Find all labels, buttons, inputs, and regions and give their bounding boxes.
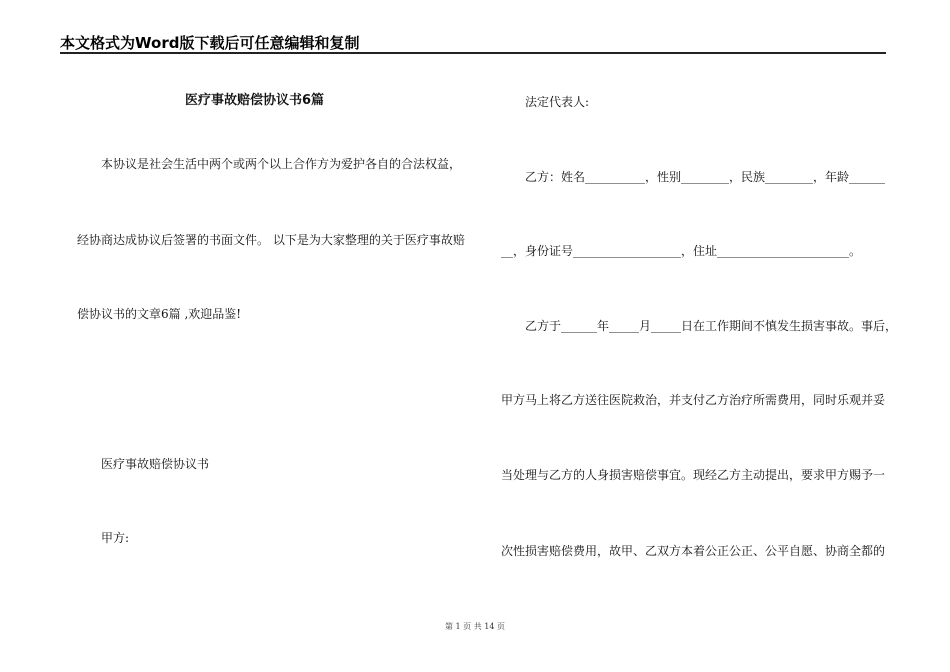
header-rule [60,52,886,54]
party-b-info-line-1: 乙方：姓名__________，性别________，民族________，年龄______ [525,170,886,184]
left-paragraph-line-2: 经协商达成协议后签署的书面文件。 以下是为大家整理的关于医疗事故赔 [77,233,465,247]
right-paragraph-line-1: 乙方于______年_____月_____日在工作期间不慎发生损害事故。事后， [525,319,898,333]
document-banner: 本文格式为Word版下载后可任意编辑和复制 [60,34,360,52]
right-paragraph-line-4: 次性损害赔偿费用，故甲、乙双方本着公正公正、公平自愿、协商全都的 [501,544,886,558]
left-paragraph-line-1: 本协议是社会生活中两个或两个以上合作方为爱护各自的合法权益， [101,157,462,171]
right-paragraph-line-2: 甲方马上将乙方送往医院救治，并支付乙方治疗所需费用，同时乐观并妥 [501,393,886,407]
party-a-label: 甲方: [101,531,130,545]
left-paragraph-line-3: 偿协议书的文章6篇 ,欢迎品鉴! [77,307,242,321]
party-b-info-line-2: __，身份证号__________________，住址______________________。 [501,244,862,258]
legal-representative-label: 法定代表人: [525,95,590,109]
right-paragraph-line-3: 当处理与乙方的人身损害赔偿事宜。现经乙方主动提出，要求甲方赐予一 [501,468,886,482]
agreement-heading: 医疗事故赔偿协议书 [101,457,210,471]
document-title: 医疗事故赔偿协议书6篇 [185,93,325,108]
page-number: 第 1 页 共 14 页 [445,622,505,631]
